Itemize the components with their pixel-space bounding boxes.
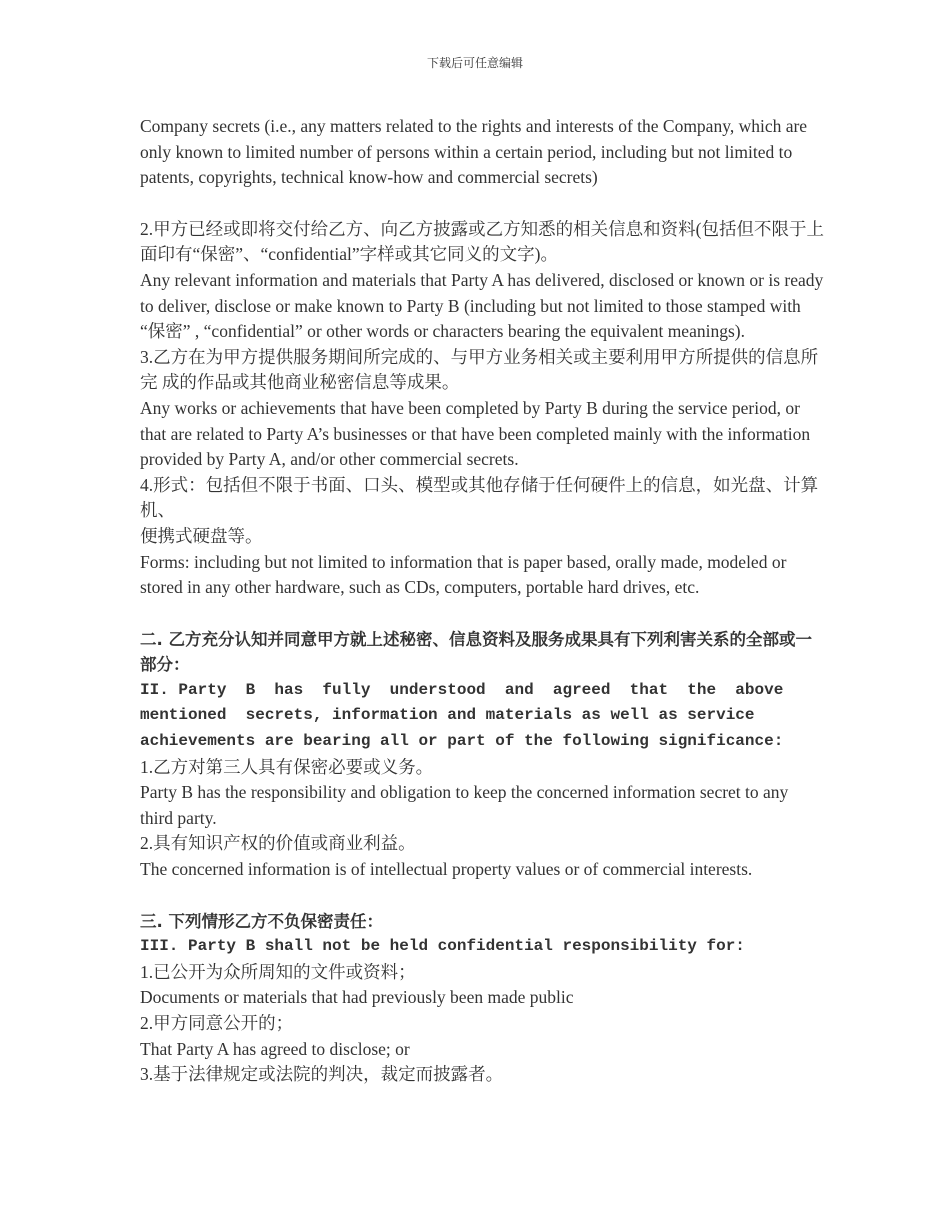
section3-item1-cn: 1.已公开为众所周知的文件或资料； — [140, 961, 416, 982]
section2-item2-en: The concerned information is of intellectual property values or of commercial interests. — [140, 859, 753, 880]
section2-heading-cn: 二. 乙方充分认知并同意甲方就上述秘密、信息资料及服务成果具有下列利害关系的全部或一部分： — [140, 629, 813, 675]
item3-cn: 3.乙方在为甲方提供服务期间所完成的、与甲方业务相关或主要利用甲方所提供的信息所完 成的作品或其他商业秘密信息等成果。 — [140, 346, 819, 393]
section3-heading-en: III. Party B shall not be held confidential responsibility for: — [140, 937, 745, 956]
item4-en: Forms: including but not limited to information that is paper based, orally made, modeled or stored in any other hardware, such as CDs, computers, portable hard drives, etc. — [140, 551, 787, 598]
item2-cn: 2.甲方已经或即将交付给乙方、向乙方披露或乙方知悉的相关信息和资料(包括但不限于上 面印有“保密”、“confidential”字样或其它同义的文字)。 — [140, 218, 824, 265]
section2-heading-en-line2: mentioned secrets, information and materials as well as service — [140, 706, 755, 725]
section2-item2-cn: 2.具有知识产权的价值或商业利益。 — [140, 833, 416, 854]
section3-item3-cn: 3.基于法律规定或法院的判决，裁定而披露者。 — [140, 1064, 504, 1085]
section3-item2-cn: 2.甲方同意公开的； — [140, 1013, 294, 1033]
item2-en: Any relevant information and materials that Party A has delivered, disclosed or known or is ready to deliver, disclose or make known to Party B (including but not limited to those stamped with “保密” , “confidential” or other words or characters bearing the equivalent meanings). — [140, 269, 824, 342]
section3-heading-cn: 三. 下列情形乙方不负保密责任： — [140, 911, 384, 931]
section2-item1-cn: 1.乙方对第三人具有保密必要或义务。 — [140, 756, 434, 777]
item3-en: Any works or achievements that have been completed by Party B during the service period, or that are related to Party A’s businesses or that have been completed mainly with the information provided by Party A, and/or other commercial secrets. — [140, 397, 811, 470]
document-body — [140, 114, 824, 1088]
section3-item2-en: That Party A has agreed to disclose; or — [140, 1038, 410, 1059]
page-header: 下载后可任意编辑 — [426, 56, 523, 70]
section2-item1-en: Party B has the responsibility and obligation to keep the concerned information secret to any third party. — [140, 782, 789, 828]
paragraph-company-secrets-en: Company secrets (i.e., any matters related to the rights and interests of the Company, which are only known to limited number of persons within a certain period, including but not limited to patents, copyrights, technical know-how and commercial secrets) — [140, 116, 808, 188]
spacer — [140, 191, 824, 217]
section2-heading-en-line3: achievements are bearing all or part of the following significance: — [140, 732, 784, 751]
spacer — [140, 883, 824, 909]
spacer — [140, 601, 824, 627]
section3-item1-en: Documents or materials that had previously been made public — [140, 987, 574, 1008]
section2-heading-en-line1: II. Party B has fully understood and agreed that the above — [140, 680, 784, 699]
item4-cn-line2: 便携式硬盘等。 — [140, 525, 263, 546]
item4-cn-line1: 4.形式：包括但不限于书面、口头、模型或其他存储于任何硬件上的信息，如光盘、计算机、 — [140, 474, 819, 521]
